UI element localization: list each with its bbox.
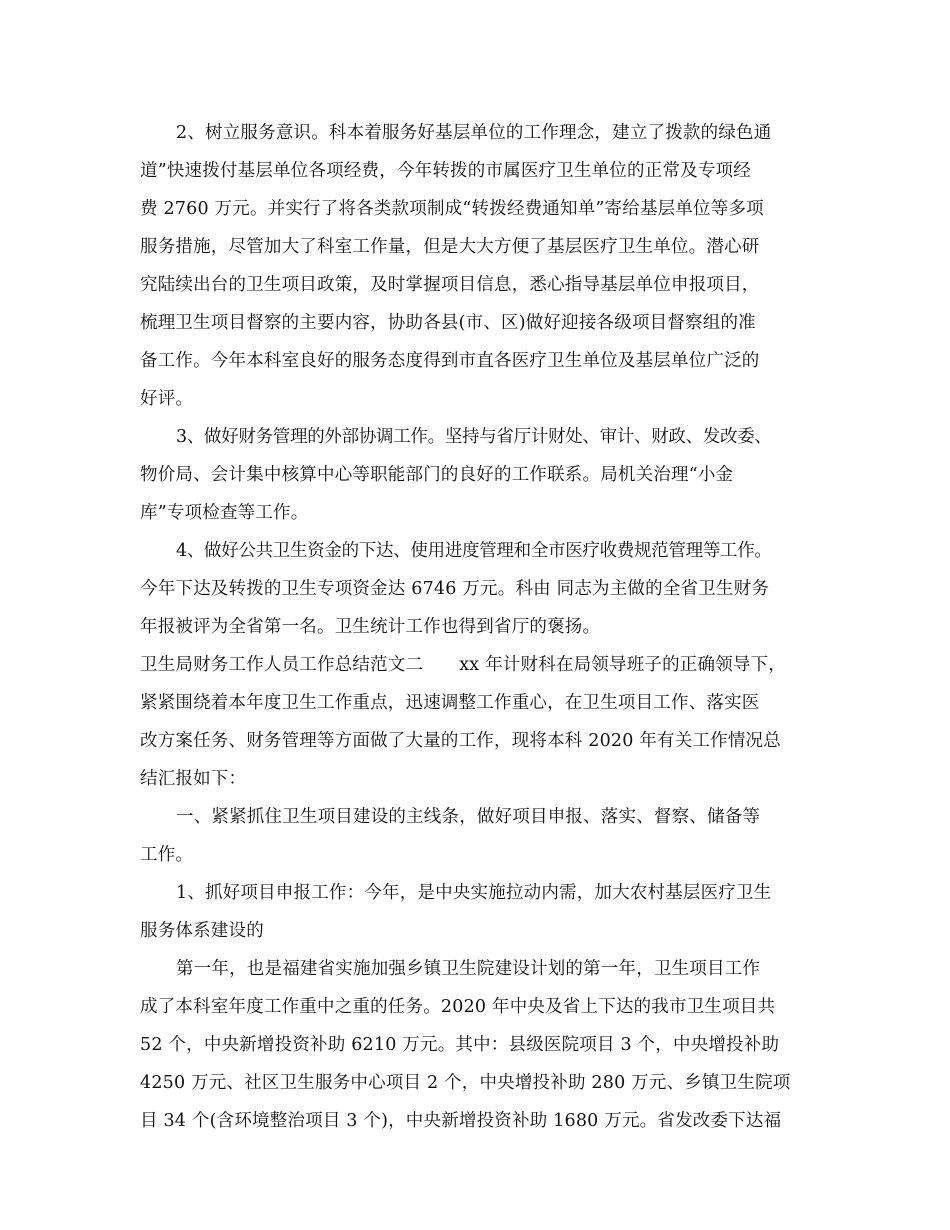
text-line: 第一年，也是福建省实施加强乡镇卫生院建设计划的第一年，卫生项目工作	[176, 959, 761, 979]
text-line: 工作。	[140, 845, 194, 865]
text-line: 备工作。今年本科室良好的服务态度得到市直各医疗卫生单位及基层单位广泛的	[140, 351, 760, 371]
text-line: 究陆续出台的卫生项目政策，及时掌握项目信息，悉心指导基层单位申报项目，	[140, 275, 760, 295]
text-line: 成了本科室年度工作重中之重的任务。2020 年中央及省上下达的我市卫生项目共	[140, 997, 776, 1017]
text-line: 年报被评为全省第一名。卫生统计工作也得到省厅的褒扬。	[140, 617, 601, 637]
text-line: 目 34 个(含环境整治项目 3 个)，中央新增投资补助 1680 万元。省发改委下达福	[140, 1111, 782, 1131]
text-line: 库”专项检查等工作。	[140, 503, 309, 523]
text-line: 服务体系建设的	[140, 921, 264, 941]
text-line: 费 2760 万元。并实行了将各类款项制成“转拨经费通知单”寄给基层单位等多项	[140, 199, 764, 219]
text-line: 3、做好财务管理的外部协调工作。坚持与省厅计财处、审计、财政、发改委、	[176, 427, 772, 447]
text-line: 结汇报如下：	[140, 769, 247, 789]
text-line: 一、紧紧抓住卫生项目建设的主线条，做好项目申报、落实、督察、储备等	[176, 807, 761, 827]
text-line: 4250 万元、社区卫生服务中心项目 2 个，中央增投补助 280 万元、乡镇卫生院项	[140, 1073, 791, 1093]
text-line: 梳理卫生项目督察的主要内容，协助各县(市、区)做好迎接各级项目督察组的准	[140, 313, 756, 333]
text-line: 紧紧围绕着本年度卫生工作重点，迅速调整工作重心，在卫生项目工作、落实医	[140, 693, 760, 713]
section-title-line	[140, 646, 830, 684]
text-line: 物价局、会计集中核算中心等职能部门的良好的工作联系。局机关治理“小金	[140, 465, 734, 485]
document-body	[140, 114, 830, 1140]
text-line: 道”快速拨付基层单位各项经费，今年转拨的市属医疗卫生单位的正常及专项经	[140, 161, 751, 181]
text-line: 4、做好公共卫生资金的下达、使用进度管理和全市医疗收费规范管理等工作。	[176, 541, 772, 561]
text-line: 52 个，中央新增投资补助 6210 万元。其中：县级医院项目 3 个，中央增投补助	[140, 1035, 780, 1055]
text-line: 1、抓好项目申报工作：今年，是中央实施拉动内需，加大农村基层医疗卫生	[176, 883, 772, 903]
section-title: 卫生局财务工作人员工作总结范文二	[140, 655, 424, 675]
text-line: 改方案任务、财务管理等方面做了大量的工作，现将本科 2020 年有关工作情况总	[140, 731, 781, 751]
text-line: 2、树立服务意识。科本着服务好基层单位的工作理念，建立了拨款的绿色通	[176, 123, 772, 143]
section-intro: xx 年计财科在局领导班子的正确领导下，	[459, 655, 787, 675]
text-line: 好评。	[140, 389, 194, 409]
text-line: 今年下达及转拨的卫生专项资金达 6746 万元。科由 同志为主做的全省卫生财务	[140, 579, 770, 599]
text-line: 服务措施，尽管加大了科室工作量，但是大大方便了基层医疗卫生单位。潜心研	[140, 237, 760, 257]
